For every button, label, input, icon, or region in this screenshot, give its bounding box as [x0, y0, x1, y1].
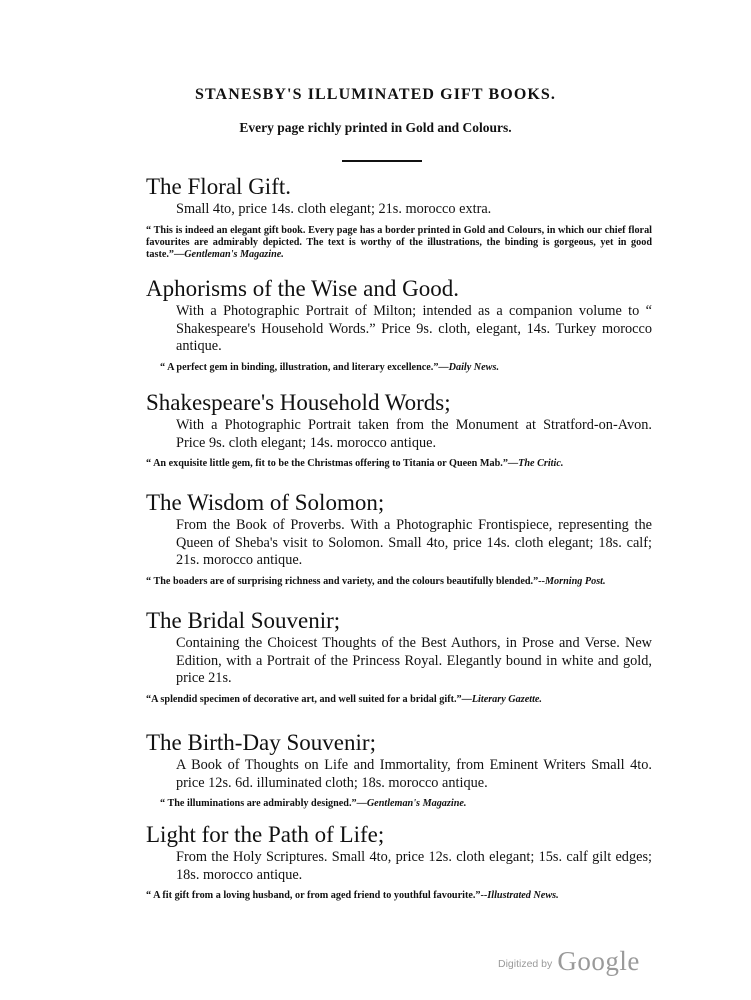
review-quote: “A splendid specimen of decorative art, and well suited for a bridal gift.”— — [146, 693, 472, 705]
review-source: Illustrated News. — [487, 890, 559, 901]
review-source: Morning Post. — [544, 575, 606, 587]
review-source: Gentleman's Magazine. — [184, 248, 284, 260]
digitized-watermark — [498, 946, 640, 977]
book-title: The Floral Gift. — [146, 174, 291, 199]
book-title: Light for the Path of Life; — [146, 822, 385, 847]
book-entry-birth-day-souvenir — [146, 730, 652, 810]
book-title: The Birth-Day Souvenir; — [146, 730, 376, 755]
review-quote: “ The illuminations are admirably designed.”— — [160, 798, 367, 809]
book-title: Shakespeare's Household Words; — [146, 390, 451, 415]
book-review — [146, 576, 652, 588]
book-description: With a Photographic Portrait taken from the Monument at Stratford-on-Avon. Price 9s. cloth elegant; 14s. morocco antique. — [176, 417, 652, 451]
page-subheading: Every page richly printed in Gold and Colours. — [239, 120, 512, 135]
review-quote: “ An exquisite little gem, fit to be the Christmas offering to Titania or Queen Mab.”— — [146, 458, 519, 469]
divider-rule — [342, 160, 422, 162]
book-description: With a Photographic Portrait of Milton; intended as a companion volume to “ Shakespeare's Household Words.” Price 9s. cloth, elegant, 14s. Turkey morocco antique. — [176, 303, 652, 354]
book-description: From the Holy Scriptures. Small 4to, price 12s. cloth elegant; 15s. calf gilt edges; 18s. morocco antique. — [176, 849, 652, 883]
book-review — [146, 458, 652, 470]
book-title: The Wisdom of Solomon; — [146, 490, 385, 515]
review-source: The Critic. — [518, 458, 564, 469]
book-review — [146, 694, 652, 706]
google-logo: Google — [557, 946, 640, 976]
review-source: Gentleman's Magazine. — [366, 798, 467, 809]
book-entry-shakespeare — [146, 390, 652, 470]
review-quote: “ This is indeed an elegant gift book. Every page has a border printed in Gold and Colours, in which our chief floral favourites are admirably depicted. The text is worthy of the illustrations, the binding is gorgeous, yet in good taste.”— — [146, 224, 652, 260]
book-description: Small 4to, price 14s. cloth elegant; 21s. morocco extra. — [176, 201, 492, 217]
page-heading: STANESBY'S ILLUMINATED GIFT BOOKS. — [194, 86, 557, 103]
book-description: From the Book of Proverbs. With a Photographic Frontispiece, representing the Queen of Sheba's visit to Solomon. Small 4to, price 14s. cloth elegant; 18s. calf; 21s. morocco antique. — [176, 517, 652, 568]
book-title: Aphorisms of the Wise and Good. — [146, 276, 459, 301]
review-quote: “ A perfect gem in binding, illustration, and literary excellence.”— — [160, 361, 449, 373]
review-source: Literary Gazette. — [471, 693, 542, 705]
book-title: The Bridal Souvenir; — [146, 608, 341, 633]
book-review — [146, 225, 652, 261]
book-description: Containing the Choicest Thoughts of the Best Authors, in Prose and Verse. New Edition, with a Portrait of the Princess Royal. Elegantly bound in white and gold, price 21s. — [176, 635, 652, 686]
book-entry-bridal-souvenir — [146, 608, 652, 706]
book-entry-wisdom-of-solomon — [146, 490, 652, 588]
book-review — [160, 362, 652, 374]
book-entry-aphorisms — [146, 276, 652, 374]
review-quote: “ The boaders are of surprising richness and variety, and the colours beautifully blended.”-- — [146, 575, 545, 587]
review-source: Daily News. — [448, 361, 499, 373]
book-review — [146, 890, 652, 902]
book-entry-floral-gift — [146, 174, 652, 261]
watermark-prefix: Digitized by — [498, 958, 553, 970]
book-description: A Book of Thoughts on Life and Immortality, from Eminent Writers Small 4to. price 12s. 6d. illuminated cloth; 18s. morocco antique. — [176, 757, 652, 791]
book-entry-light-for-the-path — [146, 822, 652, 902]
review-quote: “ A fit gift from a loving husband, or from aged friend to youthful favourite.”-- — [146, 890, 488, 901]
book-review — [160, 798, 652, 810]
